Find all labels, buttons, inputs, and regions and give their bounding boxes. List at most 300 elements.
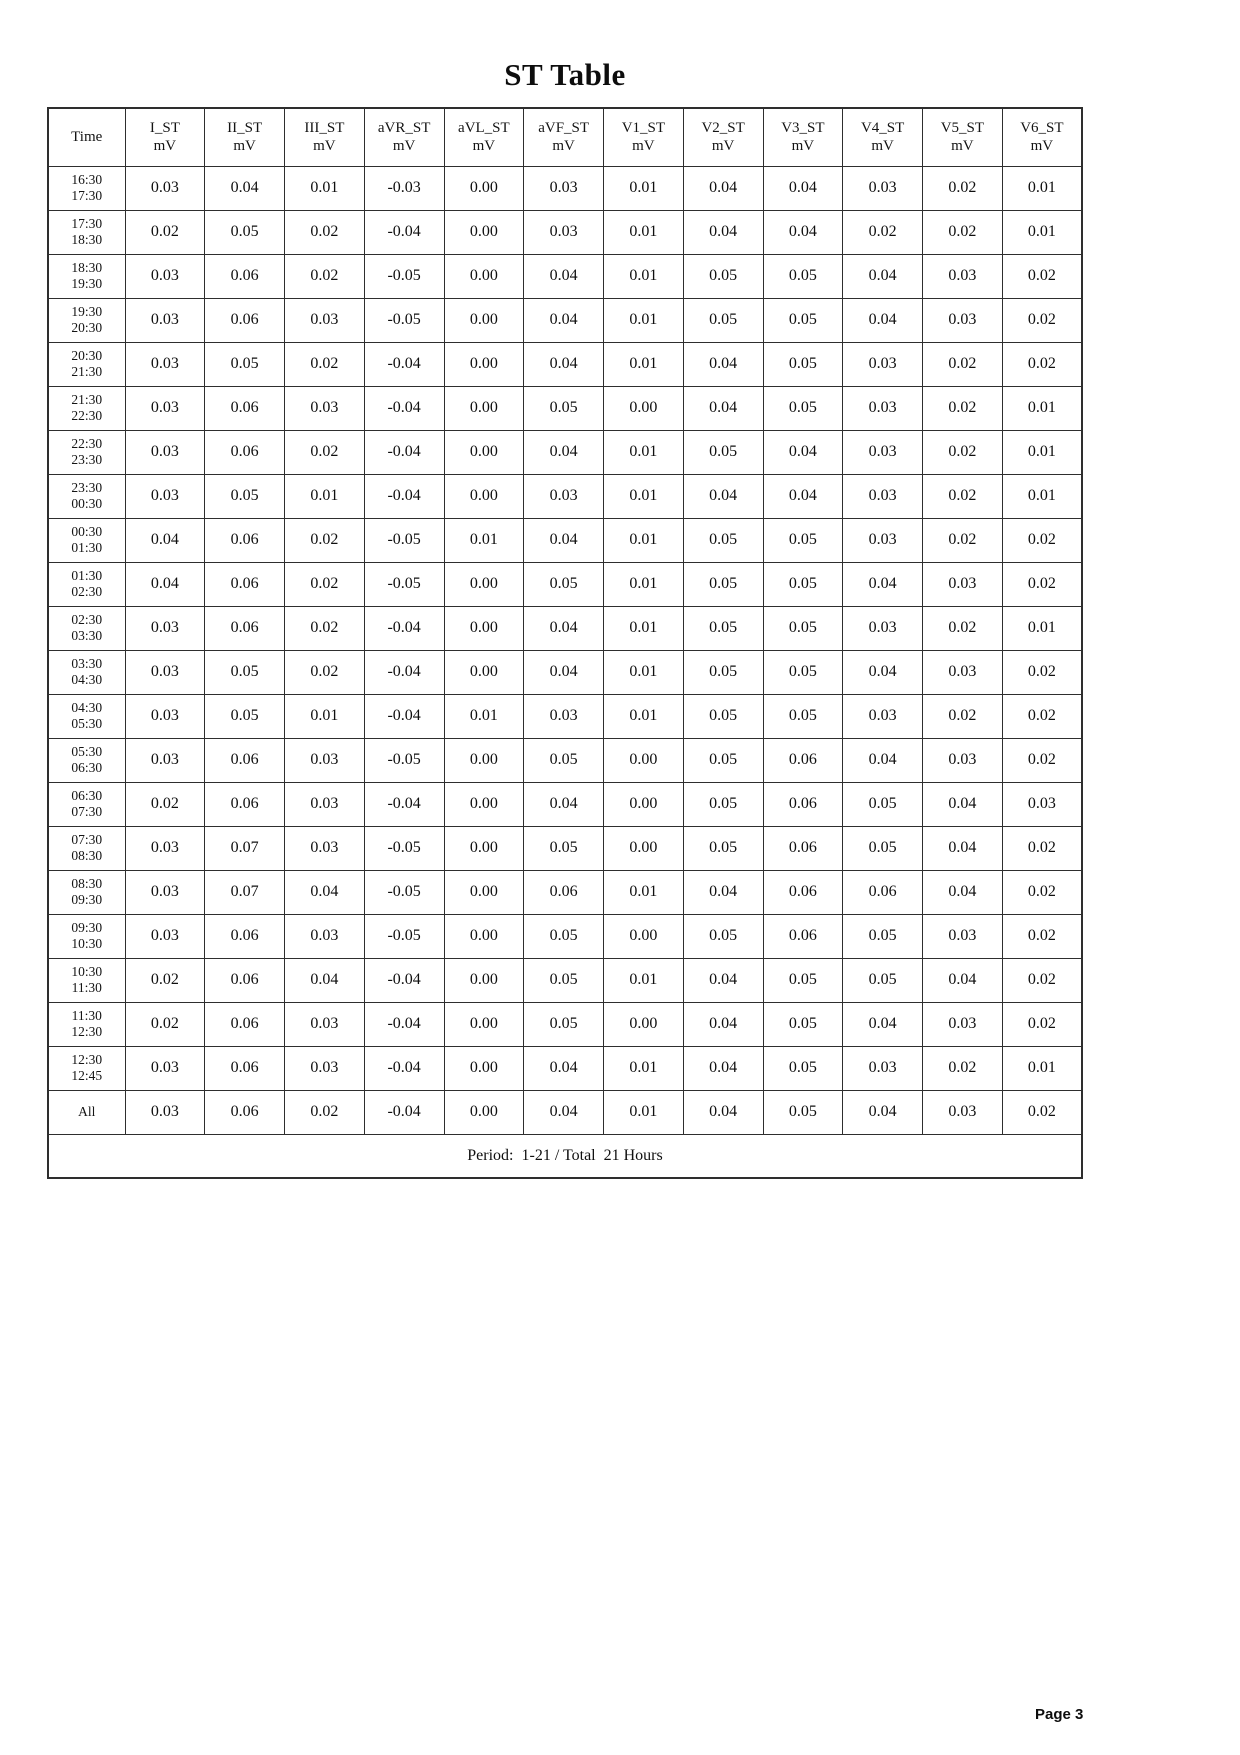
value-cell: 0.03 xyxy=(843,694,923,738)
value-cell: 0.04 xyxy=(524,1090,604,1134)
value-cell: 0.00 xyxy=(444,826,524,870)
value-cell: 0.03 xyxy=(125,870,205,914)
value-cell: -0.04 xyxy=(364,606,444,650)
value-cell: 0.06 xyxy=(205,738,285,782)
value-cell: 0.06 xyxy=(205,254,285,298)
table-row xyxy=(48,958,1082,1002)
time-cell: 11:30 12:30 xyxy=(48,1002,125,1046)
column-header: V4_ST mV xyxy=(843,108,923,166)
value-cell: 0.02 xyxy=(125,1002,205,1046)
value-cell: 0.05 xyxy=(763,518,843,562)
time-cell: 04:30 05:30 xyxy=(48,694,125,738)
value-cell: 0.03 xyxy=(125,342,205,386)
value-cell: 0.03 xyxy=(923,914,1003,958)
value-cell: 0.03 xyxy=(285,1002,365,1046)
value-cell: 0.01 xyxy=(604,298,684,342)
value-cell: 0.01 xyxy=(604,958,684,1002)
value-cell: 0.03 xyxy=(285,386,365,430)
value-cell: 0.03 xyxy=(125,386,205,430)
value-cell: 0.02 xyxy=(1002,342,1082,386)
value-cell: 0.02 xyxy=(923,606,1003,650)
value-cell: 0.05 xyxy=(205,474,285,518)
value-cell: 0.05 xyxy=(683,430,763,474)
column-header: aVL_ST mV xyxy=(444,108,524,166)
value-cell: 0.01 xyxy=(604,1046,684,1090)
value-cell: 0.04 xyxy=(923,826,1003,870)
value-cell: 0.04 xyxy=(683,386,763,430)
value-cell: 0.03 xyxy=(125,914,205,958)
time-cell: 08:30 09:30 xyxy=(48,870,125,914)
value-cell: 0.03 xyxy=(524,474,604,518)
value-cell: 0.01 xyxy=(1002,430,1082,474)
value-cell: 0.00 xyxy=(444,914,524,958)
value-cell: 0.05 xyxy=(763,562,843,606)
value-cell: 0.02 xyxy=(285,518,365,562)
value-cell: 0.02 xyxy=(923,474,1003,518)
value-cell: 0.04 xyxy=(205,166,285,210)
value-cell: 0.03 xyxy=(923,650,1003,694)
value-cell: 0.03 xyxy=(125,1090,205,1134)
table-row xyxy=(48,518,1082,562)
value-cell: 0.05 xyxy=(763,958,843,1002)
time-cell: 18:30 19:30 xyxy=(48,254,125,298)
value-cell: -0.04 xyxy=(364,210,444,254)
time-cell: 22:30 23:30 xyxy=(48,430,125,474)
value-cell: 0.03 xyxy=(923,738,1003,782)
table-body xyxy=(48,166,1082,1134)
time-cell: 06:30 07:30 xyxy=(48,782,125,826)
value-cell: 0.01 xyxy=(285,694,365,738)
value-cell: 0.00 xyxy=(444,1002,524,1046)
value-cell: 0.01 xyxy=(604,870,684,914)
value-cell: -0.05 xyxy=(364,738,444,782)
value-cell: 0.05 xyxy=(683,254,763,298)
table-row xyxy=(48,1046,1082,1090)
value-cell: 0.05 xyxy=(683,914,763,958)
value-cell: 0.05 xyxy=(683,298,763,342)
column-header: V6_ST mV xyxy=(1002,108,1082,166)
value-cell: 0.04 xyxy=(524,650,604,694)
value-cell: 0.00 xyxy=(444,738,524,782)
value-cell: -0.04 xyxy=(364,1090,444,1134)
value-cell: -0.04 xyxy=(364,1046,444,1090)
value-cell: 0.04 xyxy=(683,1090,763,1134)
table-row xyxy=(48,166,1082,210)
value-cell: 0.04 xyxy=(683,342,763,386)
value-cell: -0.04 xyxy=(364,430,444,474)
value-cell: 0.03 xyxy=(125,694,205,738)
value-cell: 0.01 xyxy=(444,518,524,562)
value-cell: 0.05 xyxy=(763,254,843,298)
value-cell: 0.07 xyxy=(205,826,285,870)
header-row xyxy=(48,108,1082,166)
value-cell: 0.04 xyxy=(125,518,205,562)
column-header: III_ST mV xyxy=(285,108,365,166)
value-cell: 0.00 xyxy=(604,914,684,958)
value-cell: 0.06 xyxy=(205,606,285,650)
value-cell: 0.02 xyxy=(1002,1002,1082,1046)
value-cell: -0.04 xyxy=(364,342,444,386)
value-cell: 0.03 xyxy=(125,1046,205,1090)
value-cell: 0.04 xyxy=(683,870,763,914)
value-cell: 0.06 xyxy=(205,782,285,826)
value-cell: 0.05 xyxy=(843,914,923,958)
value-cell: 0.06 xyxy=(205,1002,285,1046)
value-cell: 0.01 xyxy=(604,1090,684,1134)
value-cell: 0.05 xyxy=(763,342,843,386)
value-cell: 0.03 xyxy=(125,650,205,694)
value-cell: 0.02 xyxy=(125,782,205,826)
value-cell: 0.06 xyxy=(763,914,843,958)
value-cell: 0.01 xyxy=(604,254,684,298)
value-cell: 0.04 xyxy=(683,474,763,518)
time-cell: 19:30 20:30 xyxy=(48,298,125,342)
value-cell: 0.05 xyxy=(524,826,604,870)
value-cell: 0.01 xyxy=(604,694,684,738)
value-cell: 0.03 xyxy=(125,474,205,518)
value-cell: 0.03 xyxy=(285,782,365,826)
value-cell: 0.05 xyxy=(205,210,285,254)
value-cell: 0.05 xyxy=(683,826,763,870)
value-cell: 0.02 xyxy=(923,518,1003,562)
value-cell: 0.03 xyxy=(843,474,923,518)
column-header: I_ST mV xyxy=(125,108,205,166)
value-cell: 0.04 xyxy=(683,1046,763,1090)
value-cell: 0.02 xyxy=(1002,650,1082,694)
value-cell: 0.01 xyxy=(1002,386,1082,430)
value-cell: 0.02 xyxy=(1002,1090,1082,1134)
value-cell: 0.06 xyxy=(205,386,285,430)
value-cell: 0.00 xyxy=(444,870,524,914)
value-cell: 0.04 xyxy=(524,1046,604,1090)
value-cell: 0.04 xyxy=(763,474,843,518)
value-cell: 0.05 xyxy=(683,782,763,826)
value-cell: 0.03 xyxy=(125,166,205,210)
value-cell: 0.04 xyxy=(843,1090,923,1134)
time-cell: 20:30 21:30 xyxy=(48,342,125,386)
value-cell: 0.05 xyxy=(843,958,923,1002)
time-cell: 09:30 10:30 xyxy=(48,914,125,958)
value-cell: 0.02 xyxy=(923,1046,1003,1090)
value-cell: 0.05 xyxy=(763,386,843,430)
value-cell: 0.02 xyxy=(285,562,365,606)
column-header: aVF_ST mV xyxy=(524,108,604,166)
time-cell: All xyxy=(48,1090,125,1134)
table-row xyxy=(48,914,1082,958)
value-cell: 0.05 xyxy=(763,650,843,694)
value-cell: 0.06 xyxy=(763,738,843,782)
value-cell: -0.05 xyxy=(364,826,444,870)
time-cell: 10:30 11:30 xyxy=(48,958,125,1002)
column-header: V2_ST mV xyxy=(683,108,763,166)
value-cell: 0.05 xyxy=(205,650,285,694)
value-cell: 0.03 xyxy=(843,606,923,650)
value-cell: 0.00 xyxy=(604,1002,684,1046)
value-cell: 0.02 xyxy=(285,430,365,474)
value-cell: 0.02 xyxy=(923,166,1003,210)
value-cell: 0.02 xyxy=(1002,870,1082,914)
value-cell: 0.02 xyxy=(923,210,1003,254)
value-cell: 0.02 xyxy=(285,606,365,650)
time-cell: 02:30 03:30 xyxy=(48,606,125,650)
value-cell: 0.06 xyxy=(763,826,843,870)
value-cell: 0.01 xyxy=(604,562,684,606)
value-cell: 0.01 xyxy=(604,342,684,386)
value-cell: 0.00 xyxy=(444,166,524,210)
time-cell: 01:30 02:30 xyxy=(48,562,125,606)
table-row xyxy=(48,474,1082,518)
table-row xyxy=(48,650,1082,694)
time-cell: 07:30 08:30 xyxy=(48,826,125,870)
value-cell: 0.04 xyxy=(524,518,604,562)
value-cell: 0.05 xyxy=(683,694,763,738)
value-cell: 0.04 xyxy=(683,166,763,210)
value-cell: 0.06 xyxy=(205,562,285,606)
column-header: V5_ST mV xyxy=(923,108,1003,166)
value-cell: 0.05 xyxy=(763,298,843,342)
value-cell: 0.04 xyxy=(524,254,604,298)
value-cell: 0.03 xyxy=(843,166,923,210)
value-cell: 0.04 xyxy=(843,298,923,342)
value-cell: 0.01 xyxy=(604,430,684,474)
value-cell: 0.03 xyxy=(923,298,1003,342)
value-cell: 0.03 xyxy=(285,914,365,958)
value-cell: -0.04 xyxy=(364,386,444,430)
value-cell: 0.03 xyxy=(285,1046,365,1090)
value-cell: 0.03 xyxy=(1002,782,1082,826)
value-cell: 0.05 xyxy=(524,738,604,782)
value-cell: 0.00 xyxy=(444,1046,524,1090)
value-cell: 0.03 xyxy=(923,254,1003,298)
value-cell: 0.04 xyxy=(763,210,843,254)
value-cell: 0.02 xyxy=(923,430,1003,474)
value-cell: 0.00 xyxy=(444,958,524,1002)
value-cell: -0.04 xyxy=(364,694,444,738)
value-cell: 0.04 xyxy=(125,562,205,606)
page-title: ST Table xyxy=(504,57,626,92)
st-table xyxy=(47,107,1083,1179)
value-cell: 0.03 xyxy=(125,298,205,342)
value-cell: 0.04 xyxy=(683,1002,763,1046)
value-cell: -0.05 xyxy=(364,254,444,298)
value-cell: 0.02 xyxy=(1002,738,1082,782)
value-cell: 0.00 xyxy=(604,826,684,870)
value-cell: 0.02 xyxy=(1002,826,1082,870)
column-header: V1_ST mV xyxy=(604,108,684,166)
value-cell: 0.02 xyxy=(1002,914,1082,958)
value-cell: 0.04 xyxy=(524,430,604,474)
value-cell: 0.00 xyxy=(444,210,524,254)
table-row xyxy=(48,298,1082,342)
value-cell: 0.03 xyxy=(125,430,205,474)
time-cell: 12:30 12:45 xyxy=(48,1046,125,1090)
value-cell: 0.00 xyxy=(604,386,684,430)
value-cell: 0.05 xyxy=(683,738,763,782)
value-cell: 0.02 xyxy=(285,1090,365,1134)
value-cell: 0.07 xyxy=(205,870,285,914)
value-cell: 0.03 xyxy=(923,1002,1003,1046)
value-cell: 0.01 xyxy=(604,650,684,694)
table-row xyxy=(48,870,1082,914)
value-cell: 0.01 xyxy=(444,694,524,738)
value-cell: 0.04 xyxy=(843,562,923,606)
value-cell: 0.00 xyxy=(444,562,524,606)
value-cell: 0.03 xyxy=(125,606,205,650)
value-cell: 0.00 xyxy=(444,298,524,342)
column-header: V3_ST mV xyxy=(763,108,843,166)
value-cell: 0.04 xyxy=(923,958,1003,1002)
value-cell: 0.05 xyxy=(524,914,604,958)
table-row xyxy=(48,254,1082,298)
value-cell: 0.00 xyxy=(444,254,524,298)
footer-row xyxy=(48,1134,1082,1178)
value-cell: 0.02 xyxy=(285,254,365,298)
value-cell: 0.05 xyxy=(524,386,604,430)
report-sheet xyxy=(47,0,1083,1179)
value-cell: -0.05 xyxy=(364,562,444,606)
time-cell: 05:30 06:30 xyxy=(48,738,125,782)
table-row xyxy=(48,606,1082,650)
value-cell: 0.04 xyxy=(923,870,1003,914)
value-cell: 0.05 xyxy=(683,518,763,562)
value-cell: 0.02 xyxy=(843,210,923,254)
value-cell: 0.04 xyxy=(683,210,763,254)
table-row xyxy=(48,782,1082,826)
value-cell: 0.02 xyxy=(923,386,1003,430)
value-cell: 0.02 xyxy=(285,650,365,694)
value-cell: 0.05 xyxy=(524,958,604,1002)
value-cell: 0.05 xyxy=(763,1090,843,1134)
value-cell: 0.00 xyxy=(444,474,524,518)
value-cell: 0.05 xyxy=(843,782,923,826)
table-row xyxy=(48,430,1082,474)
value-cell: 0.02 xyxy=(1002,562,1082,606)
time-cell: 03:30 04:30 xyxy=(48,650,125,694)
column-header: II_ST mV xyxy=(205,108,285,166)
table-row xyxy=(48,694,1082,738)
time-cell: 21:30 22:30 xyxy=(48,386,125,430)
value-cell: 0.04 xyxy=(843,1002,923,1046)
value-cell: 0.06 xyxy=(763,870,843,914)
table-row xyxy=(48,1090,1082,1134)
value-cell: 0.01 xyxy=(1002,1046,1082,1090)
value-cell: 0.00 xyxy=(604,738,684,782)
value-cell: 0.04 xyxy=(524,298,604,342)
value-cell: 0.01 xyxy=(1002,166,1082,210)
value-cell: 0.04 xyxy=(923,782,1003,826)
value-cell: 0.06 xyxy=(205,958,285,1002)
value-cell: 0.03 xyxy=(285,298,365,342)
value-cell: 0.00 xyxy=(444,782,524,826)
value-cell: 0.02 xyxy=(285,210,365,254)
value-cell: 0.04 xyxy=(524,342,604,386)
value-cell: 0.00 xyxy=(444,386,524,430)
value-cell: 0.03 xyxy=(125,738,205,782)
value-cell: 0.05 xyxy=(683,562,763,606)
value-cell: 0.02 xyxy=(125,958,205,1002)
value-cell: 0.05 xyxy=(763,606,843,650)
value-cell: 0.06 xyxy=(205,1046,285,1090)
value-cell: 0.03 xyxy=(125,254,205,298)
table-row xyxy=(48,210,1082,254)
value-cell: 0.05 xyxy=(524,1002,604,1046)
value-cell: 0.06 xyxy=(205,1090,285,1134)
table-row xyxy=(48,738,1082,782)
value-cell: 0.04 xyxy=(285,958,365,1002)
value-cell: 0.05 xyxy=(524,562,604,606)
value-cell: 0.01 xyxy=(604,606,684,650)
value-cell: 0.03 xyxy=(125,826,205,870)
value-cell: 0.06 xyxy=(843,870,923,914)
value-cell: 0.05 xyxy=(843,826,923,870)
value-cell: 0.04 xyxy=(843,650,923,694)
value-cell: 0.03 xyxy=(524,210,604,254)
value-cell: 0.01 xyxy=(1002,474,1082,518)
value-cell: -0.05 xyxy=(364,298,444,342)
value-cell: 0.02 xyxy=(1002,518,1082,562)
value-cell: 0.01 xyxy=(604,518,684,562)
value-cell: 0.02 xyxy=(1002,694,1082,738)
value-cell: 0.05 xyxy=(683,650,763,694)
value-cell: 0.03 xyxy=(524,694,604,738)
value-cell: 0.01 xyxy=(1002,606,1082,650)
value-cell: -0.04 xyxy=(364,1002,444,1046)
value-cell: 0.04 xyxy=(843,738,923,782)
value-cell: 0.03 xyxy=(843,386,923,430)
value-cell: -0.05 xyxy=(364,518,444,562)
value-cell: 0.03 xyxy=(285,738,365,782)
table-row xyxy=(48,386,1082,430)
value-cell: -0.04 xyxy=(364,650,444,694)
value-cell: 0.02 xyxy=(923,342,1003,386)
value-cell: 0.04 xyxy=(524,606,604,650)
table-row xyxy=(48,1002,1082,1046)
table-row xyxy=(48,342,1082,386)
value-cell: 0.06 xyxy=(205,518,285,562)
value-cell: 0.03 xyxy=(843,342,923,386)
value-cell: 0.03 xyxy=(843,430,923,474)
column-header: aVR_ST mV xyxy=(364,108,444,166)
page-number: Page 3 xyxy=(1035,1706,1084,1723)
value-cell: 0.05 xyxy=(763,694,843,738)
value-cell: 0.01 xyxy=(604,474,684,518)
period-note: Period: 1-21 / Total 21 Hours xyxy=(48,1134,1082,1178)
value-cell: 0.03 xyxy=(923,562,1003,606)
value-cell: 0.01 xyxy=(285,166,365,210)
value-cell: 0.01 xyxy=(604,166,684,210)
value-cell: 0.06 xyxy=(205,914,285,958)
value-cell: 0.02 xyxy=(923,694,1003,738)
value-cell: 0.00 xyxy=(604,782,684,826)
value-cell: 0.02 xyxy=(1002,254,1082,298)
value-cell: 0.00 xyxy=(444,606,524,650)
value-cell: 0.05 xyxy=(205,342,285,386)
value-cell: 0.00 xyxy=(444,650,524,694)
value-cell: 0.05 xyxy=(205,694,285,738)
value-cell: 0.05 xyxy=(763,1002,843,1046)
value-cell: 0.00 xyxy=(444,430,524,474)
value-cell: 0.02 xyxy=(1002,298,1082,342)
value-cell: 0.02 xyxy=(285,342,365,386)
time-cell: 16:30 17:30 xyxy=(48,166,125,210)
value-cell: 0.06 xyxy=(524,870,604,914)
value-cell: 0.03 xyxy=(923,1090,1003,1134)
value-cell: 0.03 xyxy=(285,826,365,870)
value-cell: -0.04 xyxy=(364,958,444,1002)
value-cell: 0.06 xyxy=(205,298,285,342)
value-cell: 0.04 xyxy=(763,166,843,210)
table-row xyxy=(48,826,1082,870)
